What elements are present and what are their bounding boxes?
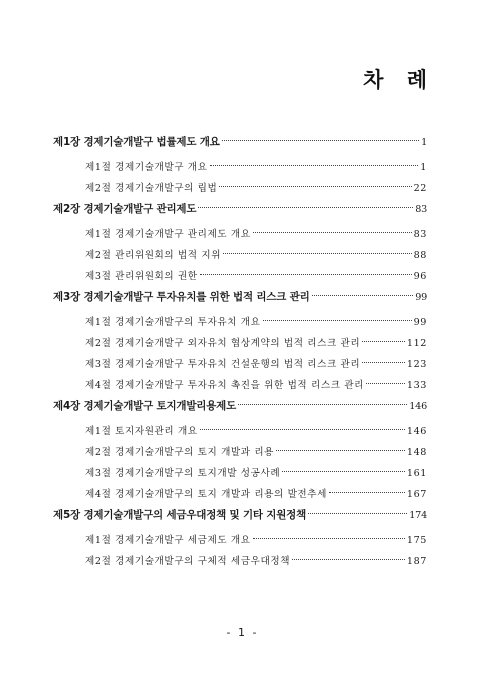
toc-section[interactable]	[53, 532, 427, 553]
section-page-number: 146	[406, 426, 427, 437]
table-of-contents	[53, 134, 427, 574]
section-page-number: 161	[406, 468, 427, 479]
toc-chapter-4[interactable]	[53, 398, 427, 419]
chapter-page-number: 146	[409, 401, 427, 412]
section-page-number: 148	[406, 447, 427, 458]
section-title: 제3절 관리위원회의 권한	[85, 271, 198, 282]
page-footer-number: - 1 -	[226, 626, 259, 639]
toc-section[interactable]	[53, 486, 427, 507]
dot-leader	[222, 140, 419, 141]
section-page-number: 99	[413, 317, 427, 328]
section-page-number: 167	[406, 489, 427, 500]
section-title: 제4절 경제기술개발구 투자유치 촉진을 위한 법적 리스크 관리	[85, 380, 364, 391]
section-title: 제2절 경제기술개발구의 립법	[85, 183, 218, 194]
dot-leader	[223, 253, 412, 254]
section-title: 제4절 경제기술개발구의 토지 개발과 리용의 발전추세	[85, 489, 328, 500]
section-title: 제1절 경제기술개발구 관리제도 개요	[85, 229, 251, 240]
toc-section[interactable]	[53, 423, 427, 444]
chapter-page-number: 174	[409, 510, 427, 521]
section-page-number: 123	[406, 359, 427, 370]
section-page-number: 133	[406, 380, 427, 391]
toc-section[interactable]	[53, 159, 427, 180]
dot-leader	[312, 295, 414, 296]
dot-leader	[308, 513, 407, 514]
dot-leader	[292, 559, 405, 560]
section-title: 제2절 경제기술개발구의 구체적 세금우대정책	[85, 556, 291, 567]
chapter-title: 제3장 경제기술개발구 투자유치를 위한 법적 리스크 관리	[53, 291, 310, 303]
chapter-title: 제2장 경제기술개발구 관리제도	[53, 203, 197, 215]
section-title: 제2절 경제기술개발구의 토지 개발과 리용	[85, 447, 275, 458]
section-page-number: 112	[406, 338, 427, 349]
dot-leader	[362, 341, 405, 342]
toc-chapter-3[interactable]	[53, 289, 427, 310]
toc-chapter-1[interactable]	[53, 134, 427, 155]
section-page-number: 96	[413, 271, 427, 282]
chapter-page-number: 1	[421, 137, 427, 148]
section-page-number: 88	[413, 250, 427, 261]
dot-leader	[263, 320, 412, 321]
section-page-number: 1	[420, 162, 427, 173]
dot-leader	[253, 538, 405, 539]
section-page-number: 83	[413, 229, 427, 240]
toc-section[interactable]	[53, 465, 427, 486]
section-title: 제1절 토지자원관리 개요	[85, 426, 198, 437]
section-page-number: 22	[413, 183, 427, 194]
dot-leader	[366, 383, 405, 384]
section-title: 제1절 경제기술개발구 개요	[85, 162, 208, 173]
dot-leader	[219, 186, 411, 187]
chapter-title: 제4장 경제기술개발구 토지개발리용제도	[53, 400, 237, 412]
toc-chapter-2[interactable]	[53, 201, 427, 222]
dot-leader	[200, 429, 405, 430]
section-page-number: 187	[406, 556, 427, 567]
dot-leader	[276, 450, 405, 451]
dot-leader	[329, 492, 405, 493]
chapter-title: 제1장 경제기술개발구 법률제도 개요	[53, 136, 220, 148]
toc-section[interactable]	[53, 314, 427, 335]
section-title: 제3절 경제기술개발구 투자유치 건설운행의 법적 리스크 관리	[85, 359, 361, 370]
dot-leader	[253, 232, 412, 233]
dot-leader	[198, 207, 413, 208]
section-title: 제1절 경제기술개발구 세금제도 개요	[85, 535, 251, 546]
dot-leader	[362, 362, 405, 363]
toc-section[interactable]	[53, 226, 427, 247]
toc-section[interactable]	[53, 444, 427, 465]
chapter-page-number: 99	[415, 292, 427, 303]
dot-leader	[282, 471, 405, 472]
dot-leader	[210, 165, 419, 166]
toc-section[interactable]	[53, 356, 427, 377]
section-title: 제1절 경제기술개발구의 투자유치 개요	[85, 317, 261, 328]
toc-section[interactable]	[53, 247, 427, 268]
page-title: 차 례	[363, 68, 435, 92]
toc-section[interactable]	[53, 553, 427, 574]
chapter-title: 제5장 경제기술개발구의 세금우대정책 및 기타 지원정책	[53, 509, 307, 521]
toc-section[interactable]	[53, 268, 427, 289]
toc-chapter-5[interactable]	[53, 507, 427, 528]
toc-section[interactable]	[53, 335, 427, 356]
dot-leader	[238, 404, 407, 405]
toc-section[interactable]	[53, 377, 427, 398]
dot-leader	[200, 274, 412, 275]
section-title: 제2절 관리위원회의 법적 지위	[85, 250, 222, 261]
chapter-page-number: 83	[415, 204, 427, 215]
section-title: 제3절 경제기술개발구의 토지개발 성공사례	[85, 468, 281, 479]
section-title: 제2절 경제기술개발구 외자유치 협상계약의 법적 리스크 관리	[85, 338, 361, 349]
toc-section[interactable]	[53, 180, 427, 201]
section-page-number: 175	[406, 535, 427, 546]
